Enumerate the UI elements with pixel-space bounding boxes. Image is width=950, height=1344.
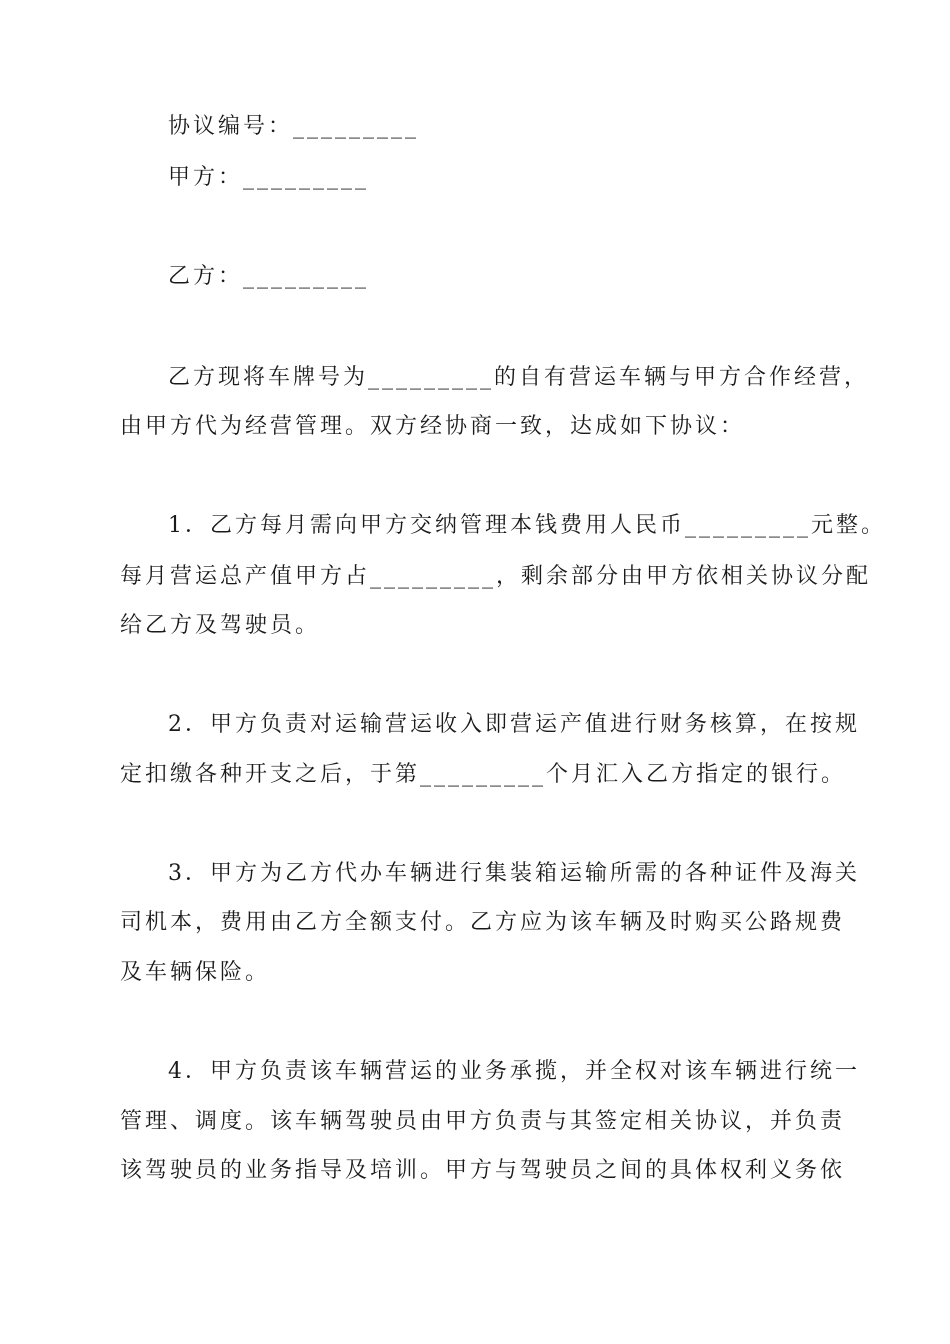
intro-paragraph-line: 由甲方代为经营管理。双方经协商一致，达成如下协议：: [120, 414, 746, 439]
clause-4-line: 4．甲方负责该车辆营运的业务承揽，并全权对该车辆进行统一: [168, 1059, 860, 1084]
clause-3-line: 及车辆保险。: [120, 960, 271, 985]
clause-4-line: 该驾驶员的业务指导及培训。甲方与驾驶员之间的具体权利义务依: [120, 1158, 846, 1183]
intro-paragraph-line: 乙方现将车牌号为_________的自有营运车辆与甲方合作经营，: [168, 365, 870, 390]
party-a-line: 甲方：_________: [168, 165, 370, 190]
clause-3-line: 3．甲方为乙方代办车辆进行集装箱运输所需的各种证件及海关: [168, 861, 860, 886]
agreement-number-line: 协议编号：_________: [168, 114, 420, 139]
clause-4-line: 管理、调度。该车辆驾驶员由甲方负责与其签定相关协议，并负责: [120, 1109, 846, 1134]
clause-1-line: 1．乙方每月需向甲方交纳管理本钱费用人民币_________元整。: [168, 513, 886, 538]
clause-1-line: 给乙方及驾驶员。: [120, 613, 321, 638]
party-b-line: 乙方：_________: [168, 264, 370, 289]
clause-2-line: 2．甲方负责对运输营运收入即营运产值进行财务核算，在按规: [168, 712, 860, 737]
clause-3-line: 司机本，费用由乙方全额支付。乙方应为该车辆及时购买公路规费: [120, 910, 846, 935]
clause-2-line: 定扣缴各种开支之后，于第_________个月汇入乙方指定的银行。: [120, 762, 847, 787]
clause-1-line: 每月营运总产值甲方占_________，剩余部分由甲方依相关协议分配: [120, 564, 872, 589]
